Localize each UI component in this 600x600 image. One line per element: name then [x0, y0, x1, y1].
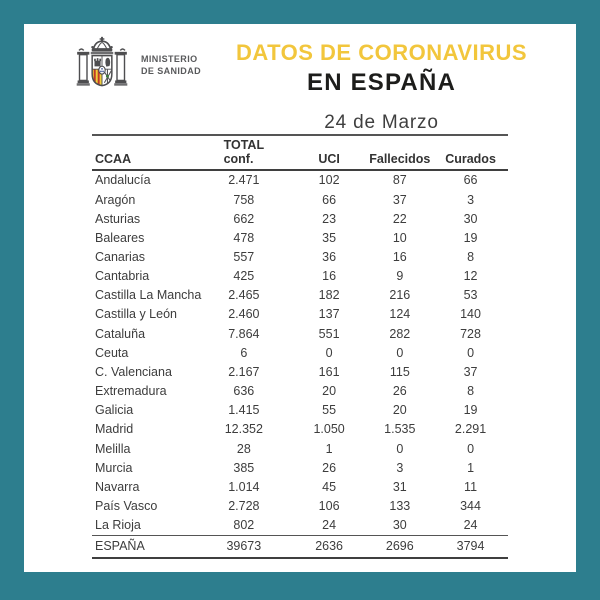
uci-cell: 66: [322, 192, 337, 207]
covid-data-table: [92, 134, 508, 559]
table-row: [92, 497, 508, 516]
confirmed-cell: 636: [233, 384, 255, 399]
table-row: [92, 170, 508, 190]
region-name-cell: Ceuta: [95, 345, 129, 360]
fallecidos-cell: 133: [389, 499, 411, 514]
table-body: [92, 170, 508, 535]
col-header-fallecidos: Fallecidos: [367, 135, 434, 170]
confirmed-cell: 1.014: [228, 479, 260, 494]
region-name-cell: Cataluña: [95, 326, 146, 341]
spain-coat-of-arms-icon: [72, 36, 132, 93]
total-row: [92, 535, 508, 558]
curados-cell: 11: [464, 479, 478, 494]
fallecidos-cell: 0: [396, 441, 404, 456]
curados-cell: 140: [460, 307, 481, 322]
table-row: [92, 190, 508, 209]
total-fallecidos-value: 2696: [367, 535, 434, 558]
curados-cell: 344: [460, 499, 481, 514]
ministry-name-line2: DE SANIDAD: [141, 65, 202, 76]
confirmed-cell: 662: [233, 211, 255, 226]
region-name-cell: Andalucía: [95, 173, 151, 188]
uci-cell: 551: [318, 326, 340, 341]
region-name-cell: Melilla: [95, 441, 131, 456]
region-name-cell: Canarias: [95, 250, 146, 265]
confirmed-cell: 2.167: [228, 364, 260, 379]
region-name-cell: Asturias: [95, 211, 141, 226]
table-row: [92, 439, 508, 458]
uci-cell: 20: [322, 384, 337, 399]
curados-cell: 2.291: [454, 422, 487, 437]
curados-cell: 30: [463, 211, 478, 226]
col-header-uci: UCI: [292, 135, 367, 170]
region-name-cell: Cantabria: [95, 269, 150, 284]
region-name-cell: Galicia: [95, 403, 134, 418]
confirmed-cell: 385: [233, 460, 255, 475]
curados-cell: 66: [463, 173, 478, 188]
table-row: [92, 363, 508, 382]
fallecidos-cell: 115: [389, 364, 410, 379]
table-row: [92, 458, 508, 477]
title-block: [201, 36, 562, 134]
uci-cell: 26: [322, 460, 337, 475]
main-title: DATOS DE CORONAVIRUS: [235, 40, 528, 65]
table-header-row: [92, 135, 508, 170]
table-row: [92, 478, 508, 497]
fallecidos-cell: 3: [396, 460, 404, 475]
region-name-cell: Murcia: [95, 460, 133, 475]
curados-cell: 8: [467, 250, 475, 265]
total-confirmed-value: 39673: [196, 535, 292, 558]
table-row: [92, 420, 508, 439]
curados-cell: 0: [467, 345, 475, 360]
uci-cell: 137: [318, 307, 340, 322]
col-header-ccaa: CCAA: [92, 135, 196, 170]
uci-cell: 36: [322, 250, 337, 265]
fallecidos-cell: 124: [389, 307, 411, 322]
uci-cell: 1: [325, 441, 333, 456]
fallecidos-cell: 0: [396, 345, 404, 360]
region-name-cell: Navarra: [95, 479, 140, 494]
infographic-card: [24, 24, 576, 572]
confirmed-cell: 758: [233, 192, 255, 207]
table-row: [92, 209, 508, 228]
curados-cell: 1: [467, 460, 475, 475]
fallecidos-cell: 87: [392, 173, 407, 188]
curados-cell: 0: [467, 441, 475, 456]
table-row: [92, 343, 508, 362]
col-header-curados: Curados: [433, 135, 508, 170]
confirmed-cell: 12.352: [224, 422, 263, 437]
col-header-total-line2: conf.: [223, 152, 254, 166]
region-name-cell: Aragón: [95, 192, 136, 207]
fallecidos-cell: 20: [392, 403, 407, 418]
fallecidos-cell: 1.535: [384, 422, 416, 437]
uci-cell: 16: [322, 269, 337, 284]
uci-cell: 0: [325, 345, 333, 360]
curados-cell: 3: [467, 192, 475, 207]
fallecidos-cell: 216: [389, 288, 411, 303]
curados-cell: 53: [463, 288, 478, 303]
table-row: [92, 516, 508, 536]
uci-cell: 102: [318, 173, 340, 188]
curados-cell: 728: [460, 326, 481, 341]
confirmed-cell: 1.415: [228, 403, 260, 418]
fallecidos-cell: 31: [392, 479, 407, 494]
uci-cell: 161: [318, 364, 340, 379]
subtitle-country: EN ESPAÑA: [306, 69, 457, 96]
table-row: [92, 324, 508, 343]
confirmed-cell: 2.471: [228, 173, 260, 188]
region-name-cell: Baleares: [95, 230, 145, 245]
fallecidos-cell: 282: [389, 326, 411, 341]
region-name-cell: Madrid: [95, 422, 134, 437]
curados-cell: 19: [463, 403, 478, 418]
confirmed-cell: 478: [233, 230, 255, 245]
col-header-total-line1: TOTAL: [223, 138, 265, 152]
table-row: [92, 286, 508, 305]
fallecidos-cell: 9: [396, 269, 404, 284]
uci-cell: 1.050: [313, 422, 345, 437]
confirmed-cell: 6: [240, 345, 248, 360]
table-row: [92, 228, 508, 247]
confirmed-cell: 802: [196, 516, 292, 536]
table-row: [92, 305, 508, 324]
uci-cell: 55: [322, 403, 337, 418]
region-name-cell: La Rioja: [92, 516, 196, 536]
table-container: [92, 134, 508, 559]
header: [24, 24, 576, 134]
ministry-logo: [72, 36, 201, 93]
curados-cell: 8: [467, 384, 475, 399]
confirmed-cell: 2.460: [228, 307, 260, 322]
fallecidos-cell: 22: [392, 211, 407, 226]
fallecidos-cell: 16: [392, 250, 407, 265]
curados-cell: 37: [463, 364, 478, 379]
date-label: 24 de Marzo: [324, 112, 439, 133]
confirmed-cell: 2.728: [228, 499, 260, 514]
uci-cell: 35: [322, 230, 337, 245]
curados-cell: 24: [433, 516, 508, 536]
fallecidos-cell: 26: [392, 384, 407, 399]
confirmed-cell: 7.864: [228, 326, 260, 341]
ministry-name-line1: MINISTERIO: [141, 53, 198, 64]
table-row: [92, 248, 508, 267]
region-name-cell: Castilla La Mancha: [95, 288, 202, 303]
uci-cell: 45: [322, 479, 337, 494]
col-header-total-conf: [196, 135, 292, 170]
table-row: [92, 382, 508, 401]
ministry-name: [141, 53, 201, 77]
region-name-cell: País Vasco: [95, 499, 158, 514]
table-row: [92, 267, 508, 286]
uci-cell: 182: [318, 288, 340, 303]
confirmed-cell: 28: [236, 441, 251, 456]
total-row-label: ESPAÑA: [92, 535, 196, 558]
uci-cell: 106: [318, 499, 340, 514]
total-uci-value: 2636: [292, 535, 367, 558]
confirmed-cell: 425: [233, 269, 255, 284]
confirmed-cell: 557: [233, 250, 255, 265]
total-curados-value: 3794: [433, 535, 508, 558]
region-name-cell: Castilla y León: [95, 307, 177, 322]
confirmed-cell: 2.465: [228, 288, 260, 303]
uci-cell: 23: [322, 211, 337, 226]
curados-cell: 12: [463, 269, 478, 284]
fallecidos-cell: 10: [392, 230, 407, 245]
fallecidos-cell: 30: [367, 516, 434, 536]
region-name-cell: C. Valenciana: [95, 364, 172, 379]
curados-cell: 19: [463, 230, 478, 245]
table-row: [92, 401, 508, 420]
fallecidos-cell: 37: [392, 192, 407, 207]
uci-cell: 24: [292, 516, 367, 536]
region-name-cell: Extremadura: [95, 384, 167, 399]
